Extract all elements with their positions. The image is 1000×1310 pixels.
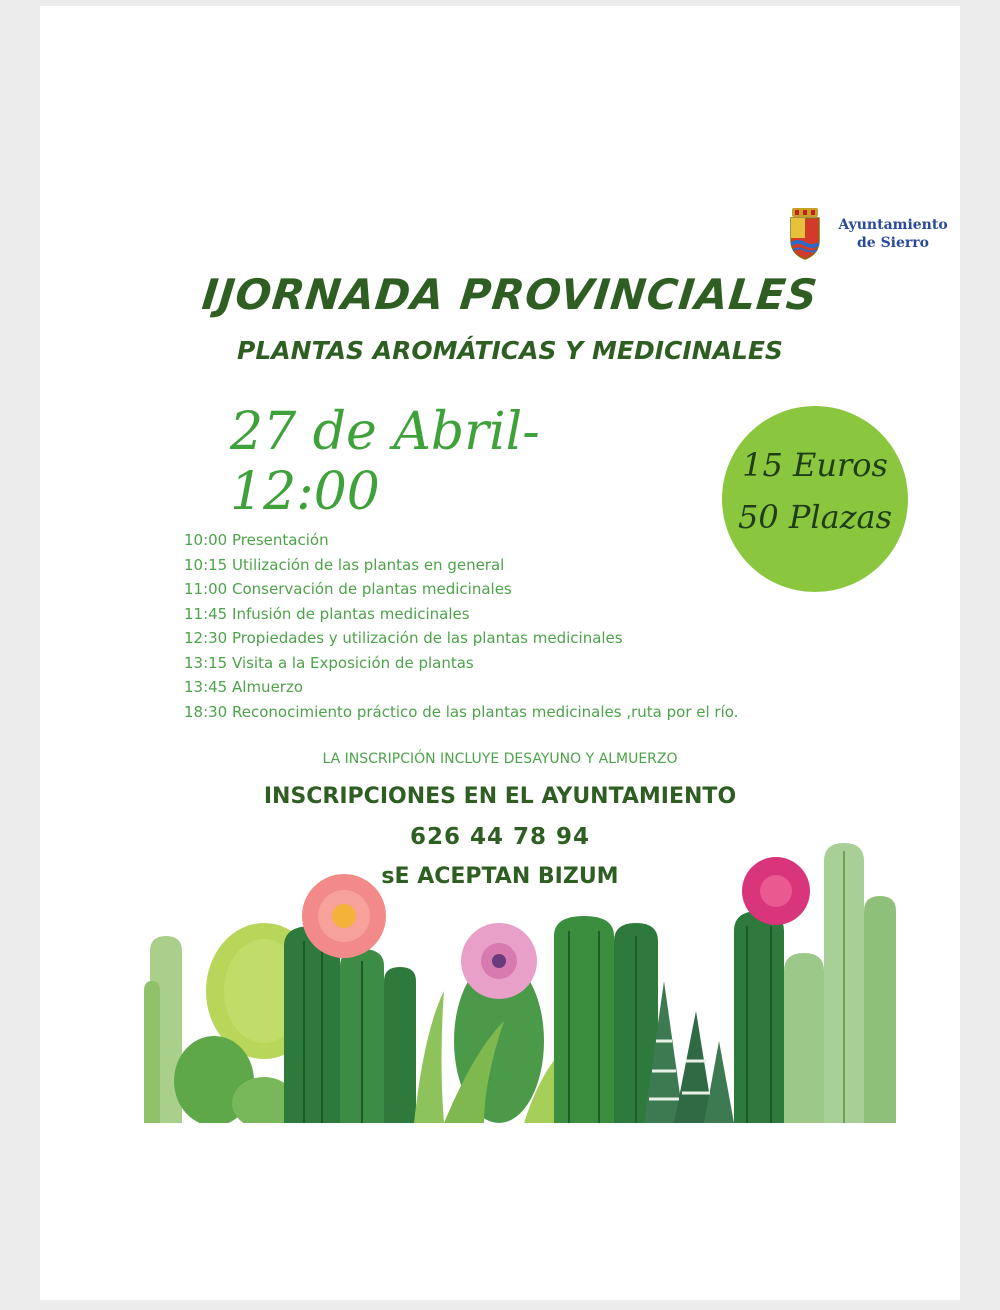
poster xyxy=(40,6,960,1300)
schedule-item xyxy=(184,528,884,553)
schedule-time: 10:15 xyxy=(184,555,228,574)
registration-info: INSCRIPCIONES EN EL AYUNTAMIENTO xyxy=(263,784,737,809)
schedule-activity: Almuerzo xyxy=(232,678,304,696)
event-date: 27 de Abril-12:00 xyxy=(230,402,540,522)
schedule-item xyxy=(184,602,884,627)
schedule-time: 18:30 xyxy=(184,702,228,721)
coat-of-arms-icon xyxy=(788,208,822,260)
schedule-time: 11:45 xyxy=(184,604,228,623)
schedule-list xyxy=(184,528,884,724)
payment-info: sE ACEPTAN BIZUM xyxy=(381,864,619,889)
schedule-item xyxy=(184,553,884,578)
schedule-item xyxy=(184,651,884,676)
logo-line-2: de Sierro xyxy=(857,235,929,251)
schedule-activity: Infusión de plantas medicinales xyxy=(232,604,470,623)
schedule-time: 13:45 xyxy=(184,678,228,696)
municipality-name xyxy=(828,216,958,252)
event-title: IJORNADA PROVINCIALES xyxy=(199,270,821,319)
schedule-item xyxy=(184,577,884,602)
logo-line-1: Ayuntamiento xyxy=(838,217,948,233)
schedule-activity: Conservación de plantas medicinales xyxy=(232,580,512,598)
phone-number: 626 44 78 94 xyxy=(409,824,591,850)
schedule-item xyxy=(184,675,884,700)
schedule-time: 11:00 xyxy=(184,580,228,598)
schedule-activity: Presentación xyxy=(232,531,329,549)
cactus-illustration xyxy=(144,841,900,1123)
schedule-time: 13:15 xyxy=(184,653,228,672)
schedule-activity: Visita a la Exposición de plantas xyxy=(232,653,474,672)
schedule-activity: Utilización de las plantas en general xyxy=(232,555,505,574)
schedule-time: 10:00 xyxy=(184,531,228,549)
event-subtitle: PLANTAS AROMÁTICAS Y MEDICINALES xyxy=(237,336,783,365)
places-text: 50 Plazas xyxy=(737,498,893,536)
schedule-item xyxy=(184,700,884,725)
schedule-time: 12:30 xyxy=(184,629,228,647)
schedule-item xyxy=(184,626,884,651)
registration-note: LA INSCRIPCIÓN INCLUYE DESAYUNO Y ALMUERZO xyxy=(322,751,678,767)
municipality-logo xyxy=(788,202,958,266)
price-text: 15 Euros xyxy=(742,446,888,484)
schedule-activity: Propiedades y utilización de las plantas medicinales xyxy=(232,629,623,647)
schedule-activity: Reconocimiento práctico de las plantas medicinales ,ruta por el río. xyxy=(232,702,739,721)
